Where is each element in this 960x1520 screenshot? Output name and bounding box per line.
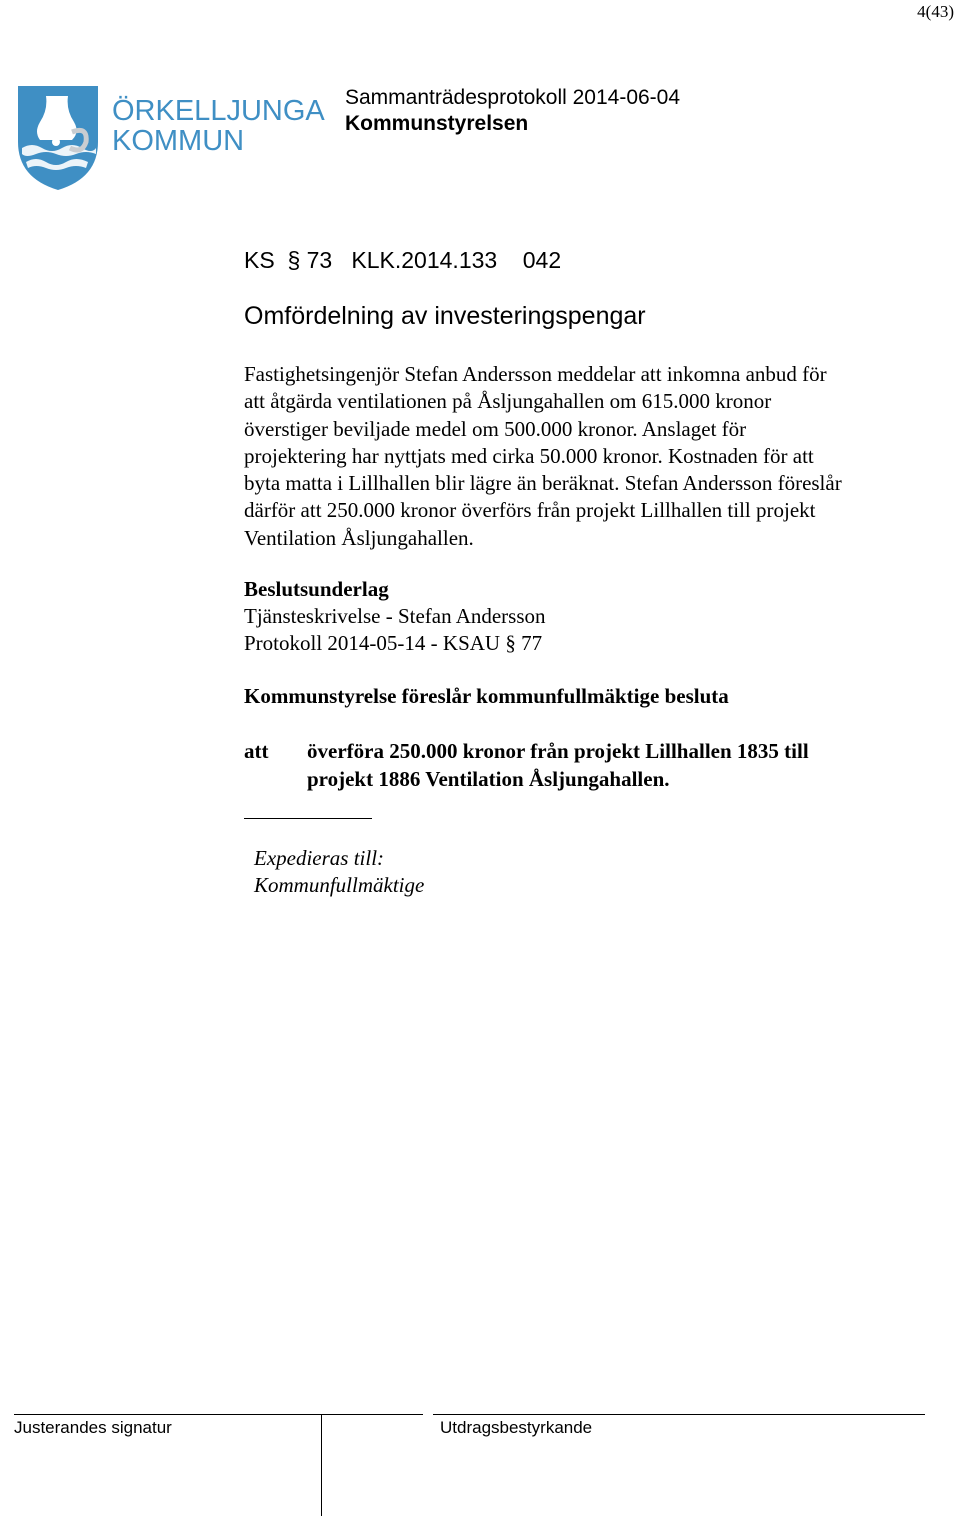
decision-text bbox=[307, 737, 907, 793]
footer-rule bbox=[433, 1414, 925, 1415]
description-line: Ventilation Åsljungahallen. bbox=[244, 525, 474, 550]
protocol-title: Sammanträdesprotokoll 2014-06-04 bbox=[345, 86, 681, 109]
description-line: projektering har nyttjats med cirka 50.000 kronor. Kostnaden för att bbox=[244, 443, 814, 468]
dispatch-recipient: Kommunfullmäktige bbox=[254, 873, 425, 897]
basis-item: Protokoll 2014-05-14 - KSAU § 77 bbox=[244, 631, 543, 655]
decision-prefix: att bbox=[244, 739, 269, 763]
footer-divider bbox=[321, 1414, 322, 1516]
signature-label: Justerandes signatur bbox=[14, 1418, 172, 1437]
case-title: Omfördelning av investeringspengar bbox=[244, 302, 646, 330]
dispatch-label: Expedieras till: bbox=[254, 846, 385, 870]
logo-name-line2: KOMMUN bbox=[112, 125, 245, 157]
decision-line: överföra 250.000 kronor från projekt Lillhallen 1835 till bbox=[307, 739, 809, 763]
basis-item: Tjänsteskrivelse - Stefan Andersson bbox=[244, 604, 546, 628]
municipality-logo bbox=[16, 82, 325, 194]
case-reference: KS § 73 KLK.2014.133 042 bbox=[244, 247, 562, 273]
decision-line: projekt 1886 Ventilation Åsljungahallen. bbox=[307, 767, 670, 791]
extract-certification-label: Utdragsbestyrkande bbox=[440, 1418, 593, 1437]
coat-of-arms-icon bbox=[16, 82, 325, 194]
footer-rule bbox=[14, 1414, 423, 1415]
description-line: därför att 250.000 kronor överförs från projekt Lillhallen till projekt bbox=[244, 498, 816, 523]
logo-name-line1: ÖRKELLJUNGA bbox=[112, 95, 325, 127]
section-separator bbox=[244, 818, 372, 819]
description-line: att åtgärda ventilationen på Åsljungahallen om 615.000 kronor bbox=[244, 389, 772, 414]
proposal-heading: Kommunstyrelse föreslår kommunfullmäktige besluta bbox=[244, 684, 729, 708]
description-line: Fastighetsingenjör Stefan Andersson meddelar att inkomna anbud för bbox=[244, 362, 827, 386]
description-line: byta matta i Lillhallen blir lägre än beräknat. Stefan Andersson föreslår bbox=[244, 471, 842, 496]
page-number: 4(43) bbox=[917, 2, 954, 21]
description-line: överstiger beviljade medel om 500.000 kronor. Anslaget för bbox=[244, 416, 747, 441]
organization-name: Kommunstyrelsen bbox=[345, 112, 529, 135]
basis-heading: Beslutsunderlag bbox=[244, 577, 389, 601]
case-description bbox=[244, 361, 924, 552]
